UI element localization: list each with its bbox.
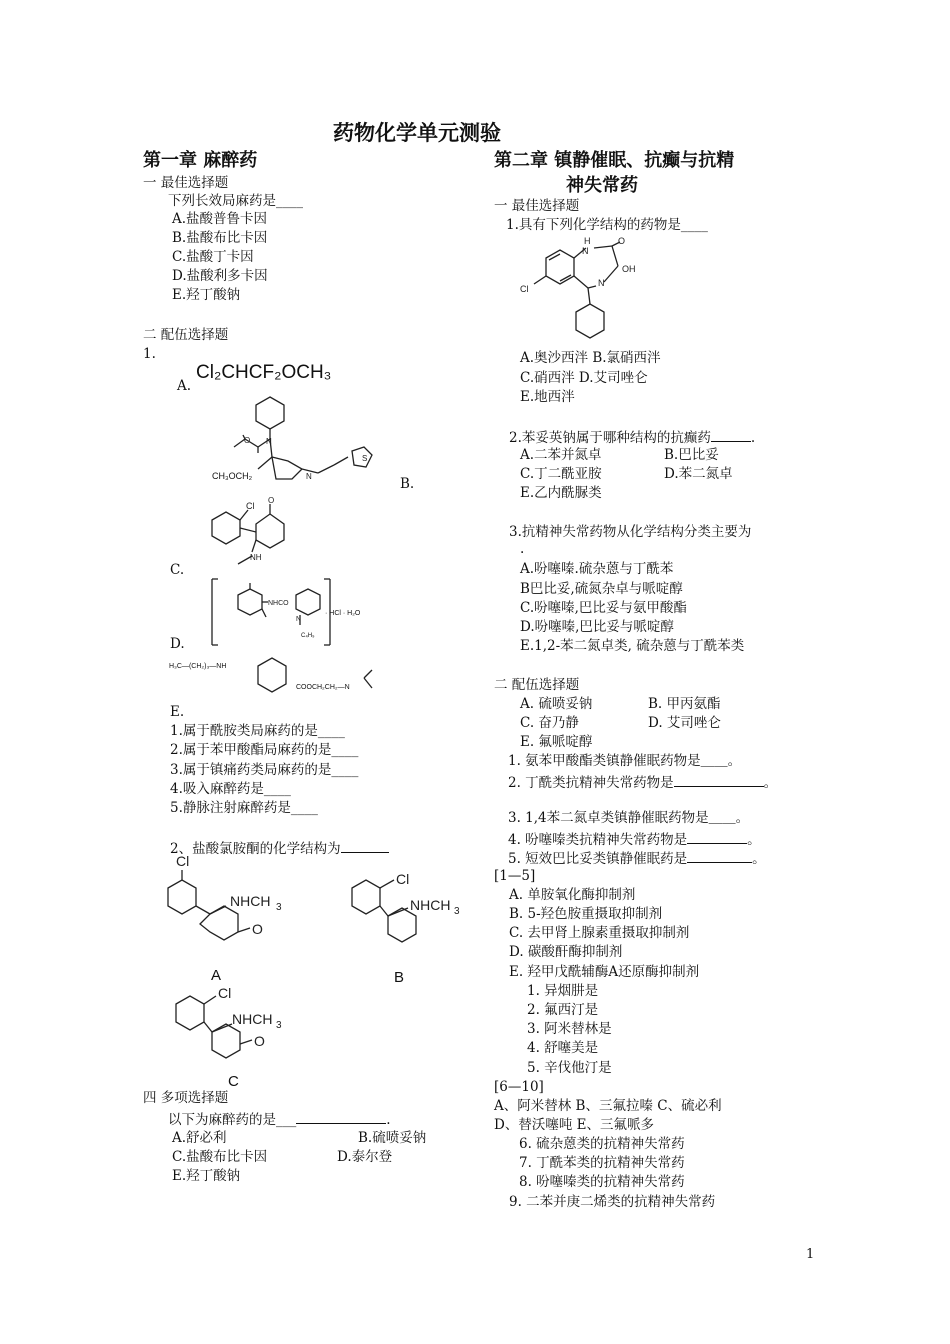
option-e: E. 氟哌啶醇: [520, 734, 593, 750]
section-heading: 二 配伍选择题: [143, 327, 229, 343]
match-item: 9. 二苯并庚二烯类的抗精神失常药: [509, 1194, 716, 1210]
svg-text:O: O: [618, 236, 626, 246]
svg-text:O: O: [254, 1033, 265, 1049]
question-text: 下列长效局麻药是____: [168, 193, 303, 209]
question-text: 2、盐酸氯胺酮的化学结构为: [170, 839, 389, 857]
option-e: E. 羟甲戊酰辅酶A还原酶抑制剂: [509, 964, 700, 980]
match-item: 3. 1,4苯二氮卓类镇静催眠药物是＿＿。: [508, 810, 750, 826]
page-title: 药物化学单元测验: [333, 121, 501, 145]
hcl-salt: · HCl · H₂O: [325, 610, 361, 617]
option-a: A.吩噻嗪.硫杂蒽与丁酰苯: [520, 561, 674, 577]
options-row: A.奥沙西泮 B.氯硝西泮: [520, 350, 661, 366]
group-label: [6—10]: [494, 1079, 544, 1095]
match-item: 3. 阿米替林是: [527, 1021, 612, 1037]
svg-text:N: N: [598, 278, 605, 288]
option-b: B. 5-羟色胺重摄取抑制剂: [509, 906, 663, 922]
option-a: A.舒必利: [172, 1130, 227, 1146]
match-item: 5. 辛伐他汀是: [527, 1060, 612, 1076]
svg-text:NHCO: NHCO: [268, 600, 289, 607]
question-text: 以下为麻醉药的是___ .: [168, 1112, 391, 1128]
match-item: 4. 吩噻嗪类抗精神失常药物是 。: [508, 832, 761, 848]
match-item: 3.属于镇痛药类局麻药的是____: [170, 762, 359, 778]
match-item: 4.吸入麻醉药是____: [170, 781, 291, 797]
option-d: D. 艾司唑仑: [648, 715, 721, 731]
svg-text:Cl: Cl: [176, 853, 190, 869]
svg-text:O: O: [268, 496, 275, 505]
option-d: D.泰尔登: [337, 1149, 393, 1165]
structure-label-e: E.: [170, 704, 185, 720]
svg-text:3: 3: [276, 902, 282, 913]
match-item: 7. 丁酰苯类的抗精神失常药: [519, 1155, 685, 1171]
svg-text:Cl: Cl: [246, 501, 255, 511]
match-item: 2.属于苯甲酸酯局麻药的是____: [170, 742, 359, 758]
svg-text:NHCH: NHCH: [232, 1011, 273, 1027]
options-row: D、替沃噻吨 E、三氟哌多: [494, 1117, 654, 1133]
question-text: 2.苯妥英钠属于哪种结构的抗癫药 .: [509, 430, 756, 446]
svg-text:3: 3: [276, 1020, 282, 1031]
tetracaine-left: H₃C—(CH₂)₃—NH: [169, 663, 227, 670]
svg-text:NHCH: NHCH: [230, 893, 271, 909]
butyl-substituent: C₄H₉: [301, 633, 315, 639]
question-text: 3.抗精神失常药物从化学结构分类主要为: [509, 524, 752, 540]
svg-text:Cl: Cl: [396, 871, 410, 887]
svg-text:NHCH: NHCH: [410, 897, 451, 913]
section-heading: 一 最佳选择题: [494, 198, 580, 214]
svg-text:N: N: [296, 616, 302, 623]
match-item: 6. 硫杂蒽类的抗精神失常药: [519, 1136, 685, 1152]
option-a: A.盐酸普鲁卡因: [172, 211, 268, 227]
ketamine-label-c: C: [228, 1073, 239, 1090]
option-d: D.盐酸利多卡因: [172, 268, 268, 284]
ketamine-label-b: B: [394, 969, 405, 986]
structure-label-c: C.: [170, 562, 185, 578]
svg-text:O: O: [252, 921, 263, 937]
option-b: B.硫喷妥钠: [358, 1130, 427, 1146]
svg-text:H: H: [584, 236, 591, 246]
svg-text:3: 3: [454, 906, 460, 917]
match-item: 4. 舒噻美是: [527, 1040, 599, 1056]
ketamine-structure-c: [172, 982, 302, 1082]
option-d: D.苯二氮卓: [664, 466, 733, 482]
svg-text:O: O: [244, 436, 251, 445]
svg-text:N: N: [306, 472, 312, 481]
svg-text:NH: NH: [250, 553, 262, 562]
option-a: A.二苯并氮卓: [520, 447, 602, 463]
options-row: C.硝西泮 D.艾司唑仑: [520, 370, 648, 386]
question-text-cont: .: [520, 541, 525, 557]
section-heading: 四 多项选择题: [143, 1090, 229, 1106]
option-b: B.巴比妥: [664, 447, 719, 463]
options-row: A、阿米替林 B、三氟拉嗪 C、硫必利: [494, 1098, 722, 1114]
page-number: 1: [806, 1247, 815, 1262]
ketamine-structure-b: [348, 866, 468, 962]
fentanyl-substituent: CH₃OCH₂: [212, 471, 253, 481]
svg-text:N: N: [266, 437, 272, 446]
match-item: 5.静脉注射麻醉药是____: [170, 800, 318, 816]
option-d: D. 碳酸酐酶抑制剂: [509, 944, 623, 960]
option-a: A. 硫喷妥钠: [520, 696, 593, 712]
svg-text:Cl: Cl: [218, 985, 232, 1001]
question-number: 1.: [143, 346, 156, 362]
svg-text:OH: OH: [622, 264, 636, 274]
option-d: D.吩噻嗪,巴比妥与哌啶醇: [520, 619, 674, 635]
ketamine-label-a: A: [211, 967, 222, 984]
option-c: C.盐酸丁卡因: [172, 249, 254, 265]
match-item: 8. 吩噻嗪类的抗精神失常药: [519, 1174, 685, 1190]
tetracaine-right: COOCH₂CH₂—N: [296, 684, 350, 691]
match-item: 5. 短效巴比妥类镇静催眠药是 。: [508, 851, 766, 867]
benzodiazepine-structure: [518, 232, 648, 347]
structure-label-d: D.: [170, 636, 185, 652]
svg-text:Cl: Cl: [520, 284, 529, 294]
option-b: B. 甲丙氨酯: [648, 696, 721, 712]
option-c: C. 奋乃静: [520, 715, 579, 731]
option-e: E.羟丁酸钠: [172, 287, 241, 303]
structure-label-b: B.: [400, 476, 415, 492]
option-b: B.盐酸布比卡因: [172, 230, 268, 246]
option-c: C. 去甲肾上腺素重摄取抑制剂: [509, 925, 690, 941]
option-e: E.乙内酰脲类: [520, 485, 602, 501]
structure-c-image: [198, 496, 308, 570]
option-b: B巴比妥,硫氮杂卓与哌啶醇: [520, 581, 683, 597]
match-item: 1. 氨苯甲酸酯类镇静催眠药物是＿＿。: [508, 753, 742, 769]
chapter-2-heading-cont: 神失常药: [566, 175, 638, 196]
group-label: [1—5]: [494, 868, 536, 884]
question-text: 1.具有下列化学结构的药物是____: [506, 217, 708, 233]
section-heading: 二 配伍选择题: [494, 677, 580, 693]
option-c: C.丁二酰亚胺: [520, 466, 602, 482]
match-item: 2. 丁酰类抗精神失常药物是 。: [508, 775, 778, 791]
chapter-2-heading: 第二章 镇静催眠、抗癫与抗精: [494, 150, 735, 171]
svg-text:S: S: [362, 454, 368, 463]
option-a: A. 单胺氧化酶抑制剂: [509, 887, 636, 903]
match-item: 1. 异烟肼是: [527, 983, 599, 999]
option-e: E.1,2-苯二氮卓类, 硫杂蒽与丁酰苯类: [520, 638, 745, 654]
match-item: 1.属于酰胺类局麻药的是____: [170, 723, 345, 739]
option-c: C.盐酸布比卡因: [172, 1149, 268, 1165]
formula-a: Cl₂CHCF₂OCH₃: [196, 362, 332, 383]
option-e: E.羟丁酸钠: [172, 1168, 241, 1184]
options-row: E.地西泮: [520, 389, 575, 405]
structure-label-a: A.: [177, 378, 192, 394]
ketamine-structure-a: [160, 854, 290, 954]
section-heading: 一 最佳选择题: [143, 175, 229, 191]
match-item: 2. 氟西汀是: [527, 1002, 599, 1018]
option-c: C.吩噻嗪,巴比妥与氨甲酸酯: [520, 600, 687, 616]
svg-text:N: N: [582, 246, 589, 256]
chapter-1-heading: 第一章 麻醉药: [143, 150, 258, 171]
